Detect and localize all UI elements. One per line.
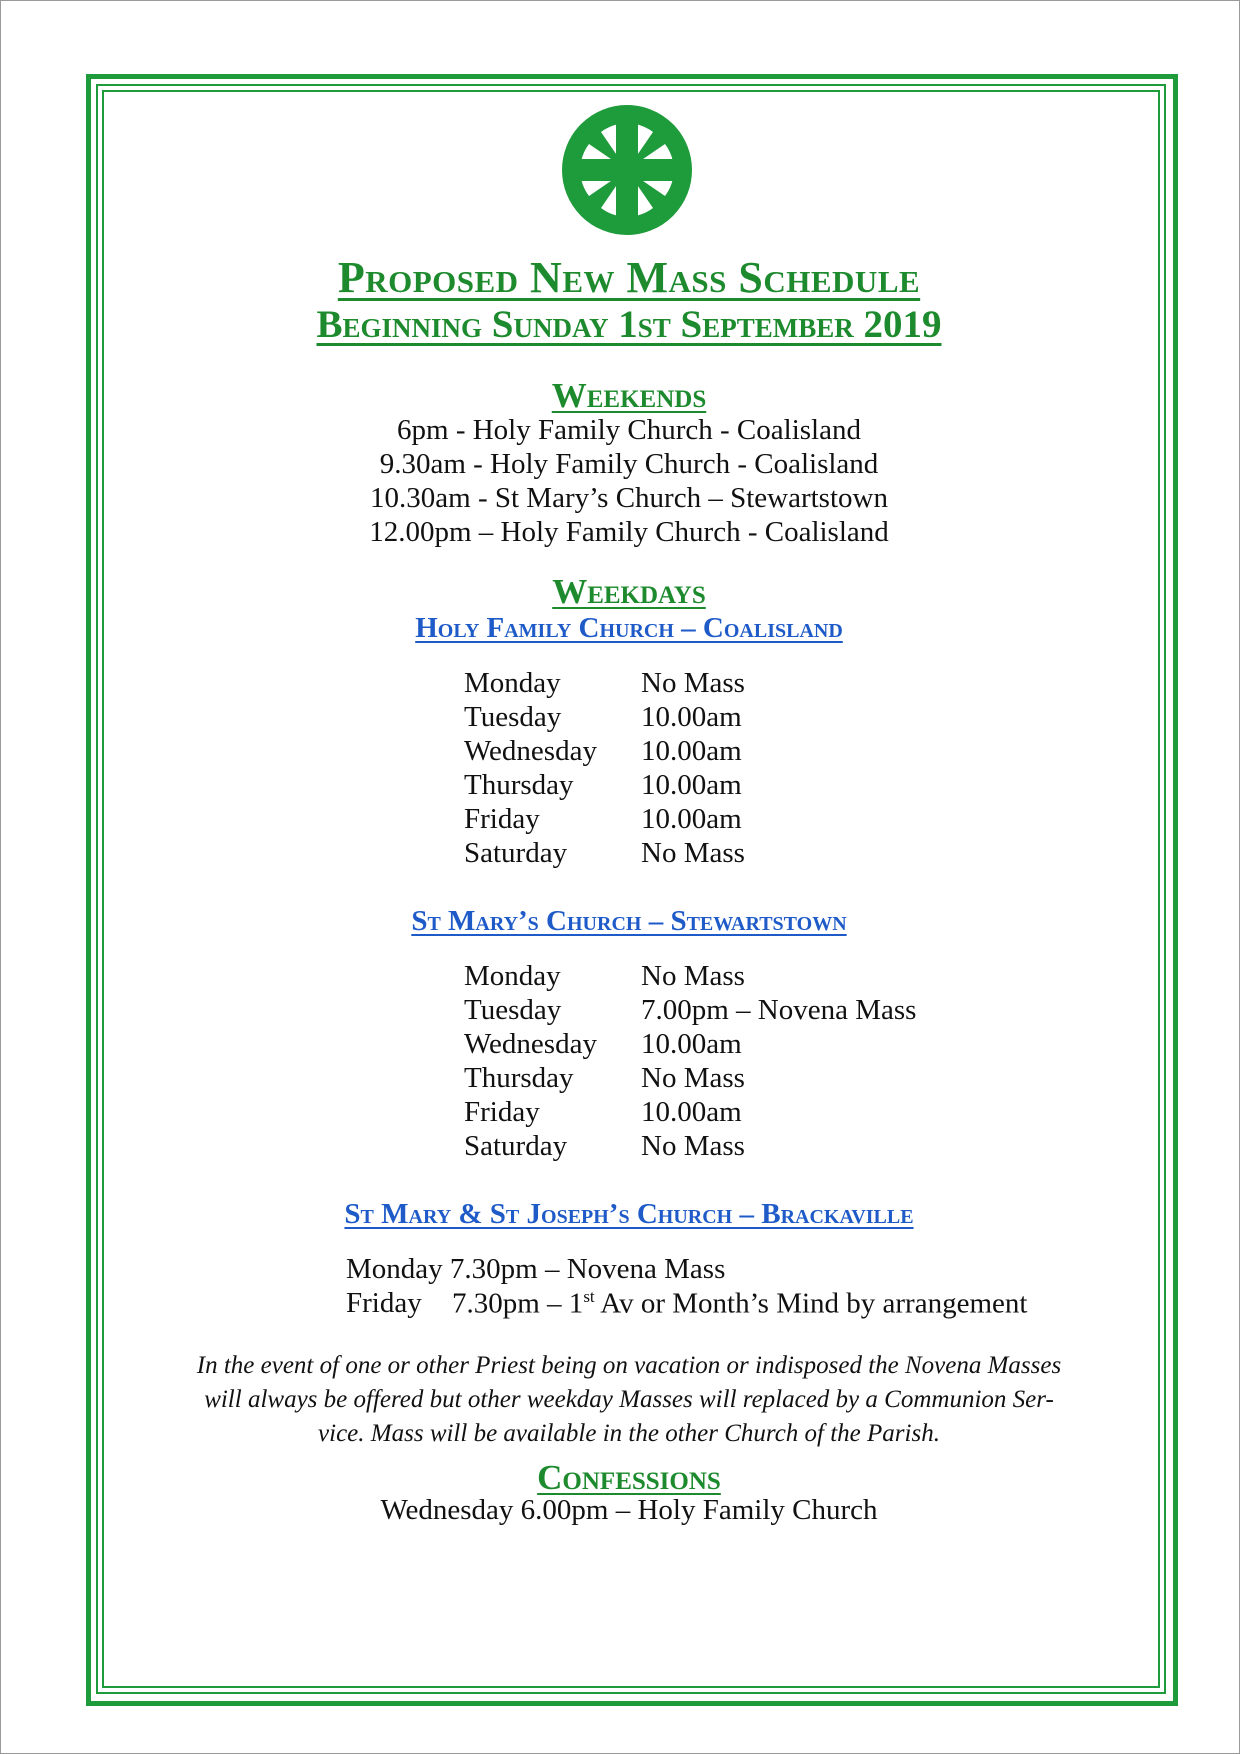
title-line-1: Proposed New Mass Schedule: [337, 253, 921, 302]
title-line-2: Beginning Sunday 1st September 2019: [316, 303, 942, 346]
day-label: Saturday: [464, 1130, 568, 1162]
day-label: Thursday: [464, 1062, 574, 1094]
weekends-heading: Weekends: [551, 376, 707, 415]
note-line-2: will always be offered but other weekday Masses will replaced by a Communion Ser-: [204, 1386, 1054, 1413]
note-line-1: In the event of one or other Priest being on vacation or indisposed the Novena Masses: [196, 1352, 1062, 1379]
holy-family-heading: Holy Family Church – Coalisland: [415, 612, 843, 644]
time-text: 7.30pm – 1: [452, 1287, 584, 1320]
day-label: Monday: [464, 960, 561, 992]
mass-time: 7.00pm – Novena Mass: [641, 994, 917, 1026]
day-label: Tuesday: [464, 994, 562, 1026]
brackaville-line-1: Monday 7.30pm – Novena Mass: [346, 1253, 726, 1285]
weekend-line-2: 9.30am - Holy Family Church - Coalisland: [379, 448, 879, 480]
mass-time: No Mass: [641, 667, 745, 699]
weekend-line-4: 12.00pm – Holy Family Church - Coalisland: [369, 516, 889, 548]
mass-time: No Mass: [641, 960, 745, 992]
mass-time: No Mass: [641, 1062, 745, 1094]
mass-time: 10.00am: [641, 1028, 742, 1060]
mass-time: 10.00am: [641, 769, 742, 801]
mass-time: 10.00am: [641, 803, 742, 835]
mass-time: No Mass: [641, 837, 745, 869]
note-line-3: vice. Mass will be available in the other Church of the Parish.: [318, 1420, 940, 1447]
vacation-note: [112, 1349, 1146, 1451]
day-label: Wednesday: [464, 1028, 597, 1060]
weekend-line-3: 10.30am - St Mary’s Church – Stewartstown: [370, 482, 888, 514]
mass-time: 10.00am: [641, 1096, 742, 1128]
brackaville-heading: St Mary & St Joseph’s Church – Brackaville: [344, 1198, 914, 1230]
mass-time: 10.00am: [641, 701, 742, 733]
day-label: Friday: [346, 1287, 422, 1319]
celtic-cross-icon: [561, 104, 693, 236]
mass-time: 10.00am: [641, 735, 742, 767]
time-rest: Av or Month’s Mind by arrangement: [594, 1287, 1028, 1320]
day-label: Friday: [464, 803, 540, 835]
day-label: Monday: [464, 667, 561, 699]
day-label: Wednesday: [464, 735, 597, 767]
confessions-line: Wednesday 6.00pm – Holy Family Church: [380, 1494, 878, 1526]
weekdays-heading: Weekdays: [552, 572, 706, 611]
st-marys-heading: St Mary’s Church – Stewartstown: [411, 905, 847, 937]
brackaville-line-2: [346, 1287, 1028, 1320]
confessions-heading: Confessions: [537, 1458, 721, 1497]
day-label: Friday: [464, 1096, 540, 1128]
day-label: Saturday: [464, 837, 568, 869]
mass-time: No Mass: [641, 1130, 745, 1162]
ordinal-suffix: st: [583, 1287, 595, 1306]
day-label: Thursday: [464, 769, 574, 801]
weekend-line-1: 6pm - Holy Family Church - Coalisland: [397, 414, 861, 446]
mass-time: [452, 1287, 1027, 1321]
day-label: Tuesday: [464, 701, 562, 733]
